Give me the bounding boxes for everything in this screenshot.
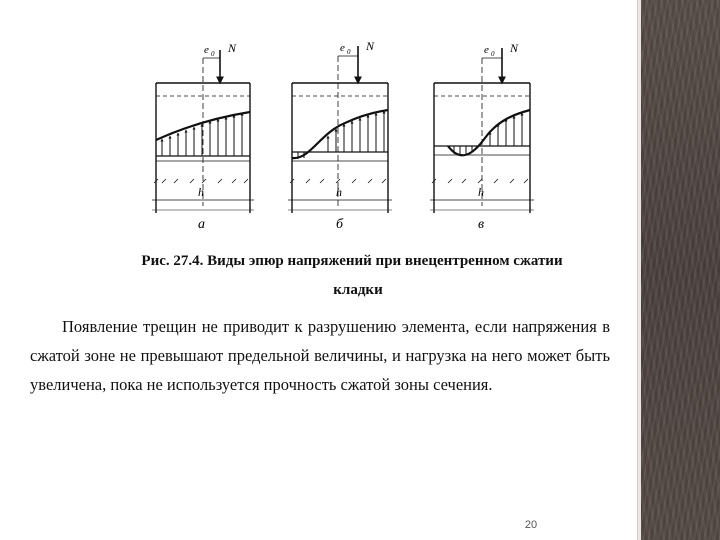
stress-diagrams-figure bbox=[140, 28, 560, 243]
page-number: 20 bbox=[524, 519, 538, 531]
ecc-label-a: e bbox=[204, 44, 209, 56]
ecc-sub-c: 0 bbox=[491, 50, 495, 58]
ecc-sub-a: 0 bbox=[211, 50, 215, 58]
load-label-c: N bbox=[510, 41, 519, 55]
figure-caption-line2: кладки bbox=[333, 282, 383, 298]
dim-label-c: h bbox=[478, 185, 484, 199]
decorative-sidebar bbox=[641, 0, 720, 540]
panel-letter-c: в bbox=[478, 217, 485, 232]
ecc-label-c: e bbox=[484, 44, 489, 56]
ecc-sub-b: 0 bbox=[347, 48, 351, 56]
dim-label-a: h bbox=[198, 185, 204, 199]
dim-label-b: h bbox=[336, 185, 342, 199]
load-label-a: N bbox=[228, 41, 237, 55]
ecc-label-b: e bbox=[340, 42, 345, 54]
panel-letter-b: б bbox=[336, 217, 344, 232]
figure-caption-line1: Рис. 27.4. Виды эпюр напряжений при внецентренном сжатии bbox=[141, 253, 563, 269]
body-paragraph: Появление трещин не приводит к разрушению элемента, если напряжения в сжатой зоне не превышают предельной величины, и нагрузка на него может быть увеличена, пока не используется прочность сжатой зоны сечения. bbox=[30, 317, 610, 394]
load-label-b: N bbox=[366, 39, 375, 53]
panel-letter-a: a bbox=[198, 217, 205, 232]
